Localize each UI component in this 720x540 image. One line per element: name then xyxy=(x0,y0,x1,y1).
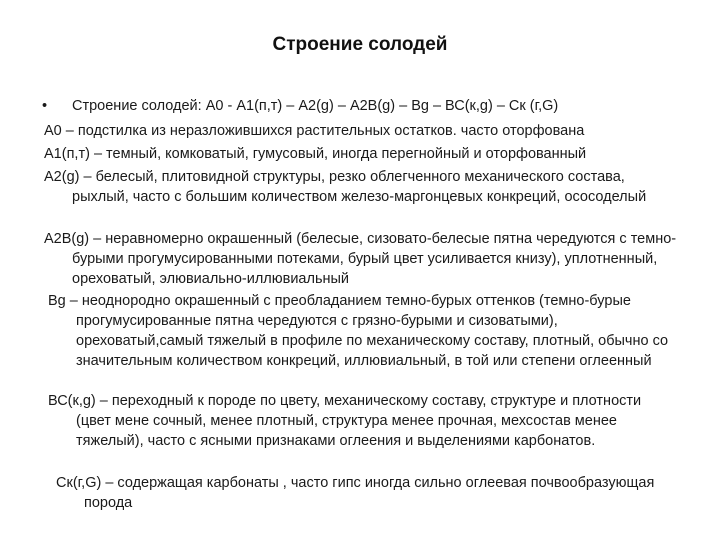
slide-title: Строение солодей xyxy=(272,34,448,55)
horizon-a2b: А2В(g) – неравномерно окрашенный (белесые, сизовато-белесые пятна чередуются с темно-бурыми прогумусированными потеками, бурый цвет усиливается книзу), уплотненный, ореховатый, элювиально-иллювиальный xyxy=(44,231,677,287)
bullet-item xyxy=(42,96,700,116)
horizon-a2: А2(g) – белесый, плитовидной структуры, резко облегченного механического состава, рыхлый, часто с большим количеством железо-маргонцевых конкреций, ососоделый xyxy=(44,169,647,205)
horizon-bc: ВС(к,g) – переходный к породе по цвету, механическому составу, структуре и плотности (цвет мене сочный, менее плотный, структура менее прочная, мехсостав менее тяжелый), часто с ясными признаками оглеения и выделениями карбонатов. xyxy=(48,393,642,449)
bullet-mark: • xyxy=(42,98,48,114)
horizon-a0: А0 – подстилка из неразложившихся растительных остатков. часто оторфована xyxy=(44,123,585,139)
horizon-bg: Вg – неоднородно окрашенный с преобладанием темно-бурых оттенков (темно-бурые прогумусированные пятна чередуются с грязно-бурыми и сизоватыми), ореховатый,самый тяжелый в профиле по механическому составу, плотный, обычно со значительным количеством конкреций, иллювиальный, в той или степени оглеенный xyxy=(48,293,669,369)
bullet-text: Строение солодей: А0 - А1(п,т) – А2(g) – А2В(g) – Вg – ВС(к,g) – Ск (г,G) xyxy=(72,98,559,114)
horizon-a1: А1(п,т) – темный, комковатый, гумусовый, иногда перегнойный и оторфованный xyxy=(44,146,587,162)
horizon-ck: Ск(г,G) – содержащая карбонаты , часто гипс иногда сильно оглеевая почвообразующая порода xyxy=(56,475,655,511)
